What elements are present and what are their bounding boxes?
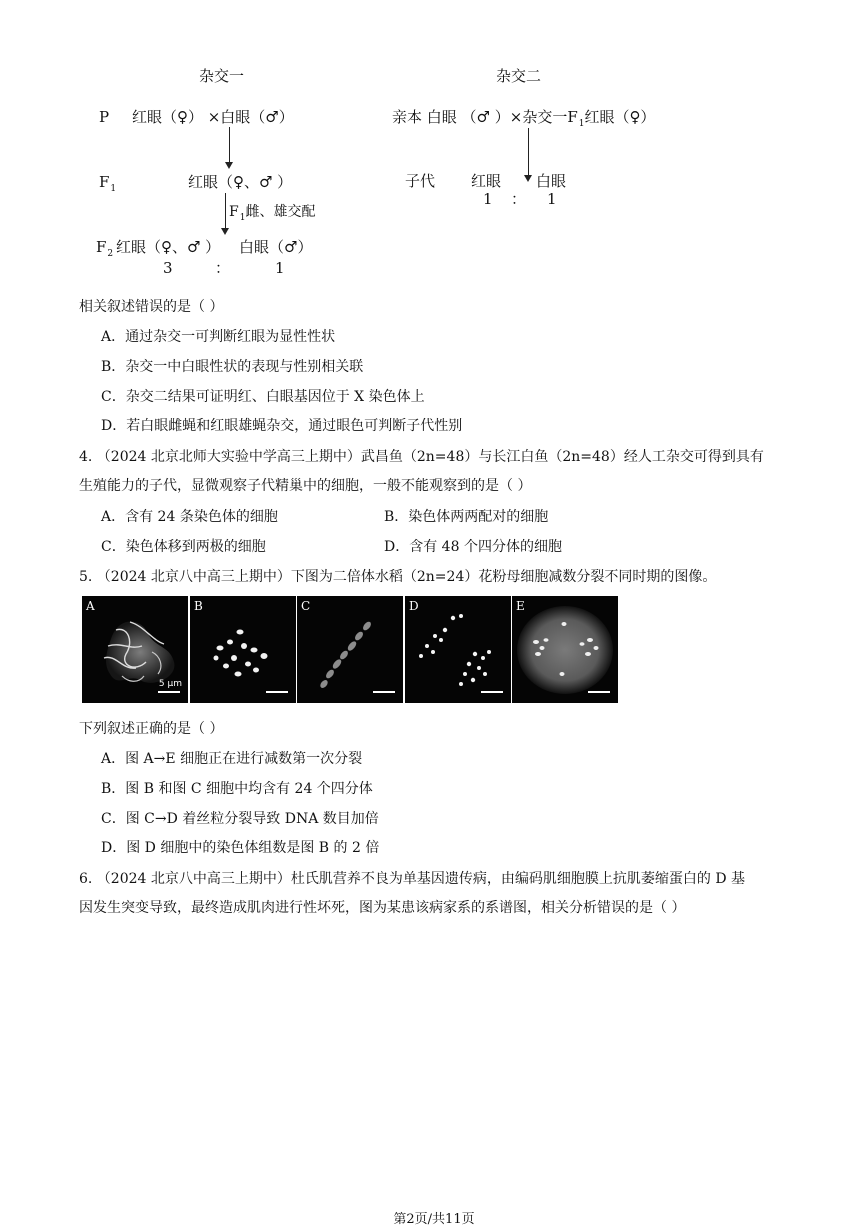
cross1-p-label: P [99, 108, 110, 126]
cross1-ratio-b: 1 [275, 259, 285, 277]
micrograph-panel-b [190, 596, 296, 703]
cross2-title: 杂交二 [496, 67, 542, 85]
cross1-arrow-p-f1 [229, 127, 230, 163]
panel-d-label: D [409, 599, 419, 613]
panel-a-scale-text: 5 μm [158, 679, 182, 689]
panel-d-scale-bar [481, 691, 503, 693]
q3-option-a[interactable]: A．通过杂交一可判断红眼为显性性状 [101, 329, 336, 345]
cross2-offspring-red: 红眼 [471, 172, 502, 190]
micrograph-panel-c [297, 596, 403, 703]
panel-e-scale-bar [588, 691, 610, 693]
cross1-f1-label: $F_1$ [99, 173, 117, 194]
q5-option-c[interactable]: C．图 C→D 着丝粒分裂导致 DNA 数目加倍 [101, 811, 379, 827]
q4-stem-line2: 生殖能力的子代，显微观察子代精巢中的细胞，一般不能观察到的是（ ） [79, 478, 532, 494]
panel-b-image [190, 596, 296, 703]
cross2-offspring-white: 白眼 [536, 172, 567, 190]
q4-option-b[interactable]: B．染色体两两配对的细胞 [384, 509, 549, 525]
q5-option-a[interactable]: A．图 A→E 细胞正在进行减数第一次分裂 [101, 751, 363, 767]
panel-c-image [297, 596, 403, 703]
cross2-parents: 亲本 白眼 （♂ ）×杂交一$F_1$红眼（♀） [392, 108, 656, 129]
panel-a-scale-bar [158, 691, 180, 693]
cross1-f2-red: 红眼（♀、♂ ） [116, 238, 221, 256]
panel-c-label: C [301, 599, 311, 613]
page-number: 第2页/共11页 [393, 1212, 475, 1227]
q3-option-d[interactable]: D．若白眼雌蝇和红眼雄蝇杂交，通过眼色可判断子代性别 [101, 418, 463, 434]
q5-option-b[interactable]: B．图 B 和图 C 细胞中均含有 24 个四分体 [101, 781, 373, 797]
cross1-ratio-a: 3 [163, 259, 173, 277]
panel-e-image [512, 596, 618, 703]
micrograph-panel-d [405, 596, 511, 703]
panel-a-label: A [86, 599, 95, 613]
q6-stem-line2: 因发生突变导致，最终造成肌肉进行性坏死，图为某患该病家系的系谱图，相关分析错误的是（ ） [79, 900, 686, 916]
q4-stem-line1: 4. （2024 北京北师大实验中学高三上期中）武昌鱼（2n=48）与长江白鱼（2n=48）经人工杂交可得到具有 [79, 449, 764, 465]
cross2-ratio-a: 1 [483, 190, 493, 208]
cross1-p-cross: 红眼（♀） ×白眼（♂） [132, 108, 294, 126]
q3-stem: 相关叙述错误的是（ ） [79, 299, 224, 315]
q4-option-c[interactable]: C．染色体移到两极的细胞 [101, 539, 266, 555]
cross1-ratio-colon: ： [215, 259, 231, 277]
micrograph-panel-a [82, 596, 188, 703]
cross2-ratio-colon: ： [511, 190, 527, 208]
panel-e-label: E [516, 599, 525, 613]
cross2-arrow [528, 128, 529, 176]
q5-option-d[interactable]: D．图 D 细胞中的染色体组数是图 B 的 2 倍 [101, 840, 380, 856]
q6-stem-line1: 6. （2024 北京八中高三上期中）杜氏肌营养不良为单基因遗传病，由编码肌细胞膜上抗肌萎缩蛋白的 D 基 [79, 871, 746, 887]
cross2-offspring-label: 子代 [405, 172, 436, 190]
panel-b-scale-bar [266, 691, 288, 693]
q5-stem: 下列叙述正确的是（ ） [79, 721, 224, 737]
cross1-f2-label: $F_2$ [96, 238, 114, 259]
q5-stem-line1: 5. （2024 北京八中高三上期中）下图为二倍体水稻（2n=24）花粉母细胞减数分裂不同时期的图像。 [79, 569, 717, 585]
cross2-ratio-b: 1 [547, 190, 557, 208]
panel-d-image [405, 596, 511, 703]
panel-c-scale-bar [373, 691, 395, 693]
cross1-f1-phenotype: 红眼（♀、♂ ） [188, 173, 293, 191]
cross1-title: 杂交一 [199, 67, 245, 85]
q3-option-b[interactable]: B．杂交一中白眼性状的表现与性别相关联 [101, 359, 364, 375]
panel-b-label: B [194, 599, 203, 613]
cross1-f2-white: 白眼（♂） [239, 238, 313, 256]
q4-option-d[interactable]: D．含有 48 个四分体的细胞 [384, 539, 562, 555]
q3-option-c[interactable]: C．杂交二结果可证明红、白眼基因位于 X 染色体上 [101, 389, 425, 405]
q4-option-a[interactable]: A．含有 24 条染色体的细胞 [101, 509, 278, 525]
cross1-mating-label: $F_1$雌、雄交配 [229, 204, 316, 223]
cross1-arrow-f1-f2 [225, 193, 226, 229]
micrograph-panel-e [512, 596, 618, 703]
